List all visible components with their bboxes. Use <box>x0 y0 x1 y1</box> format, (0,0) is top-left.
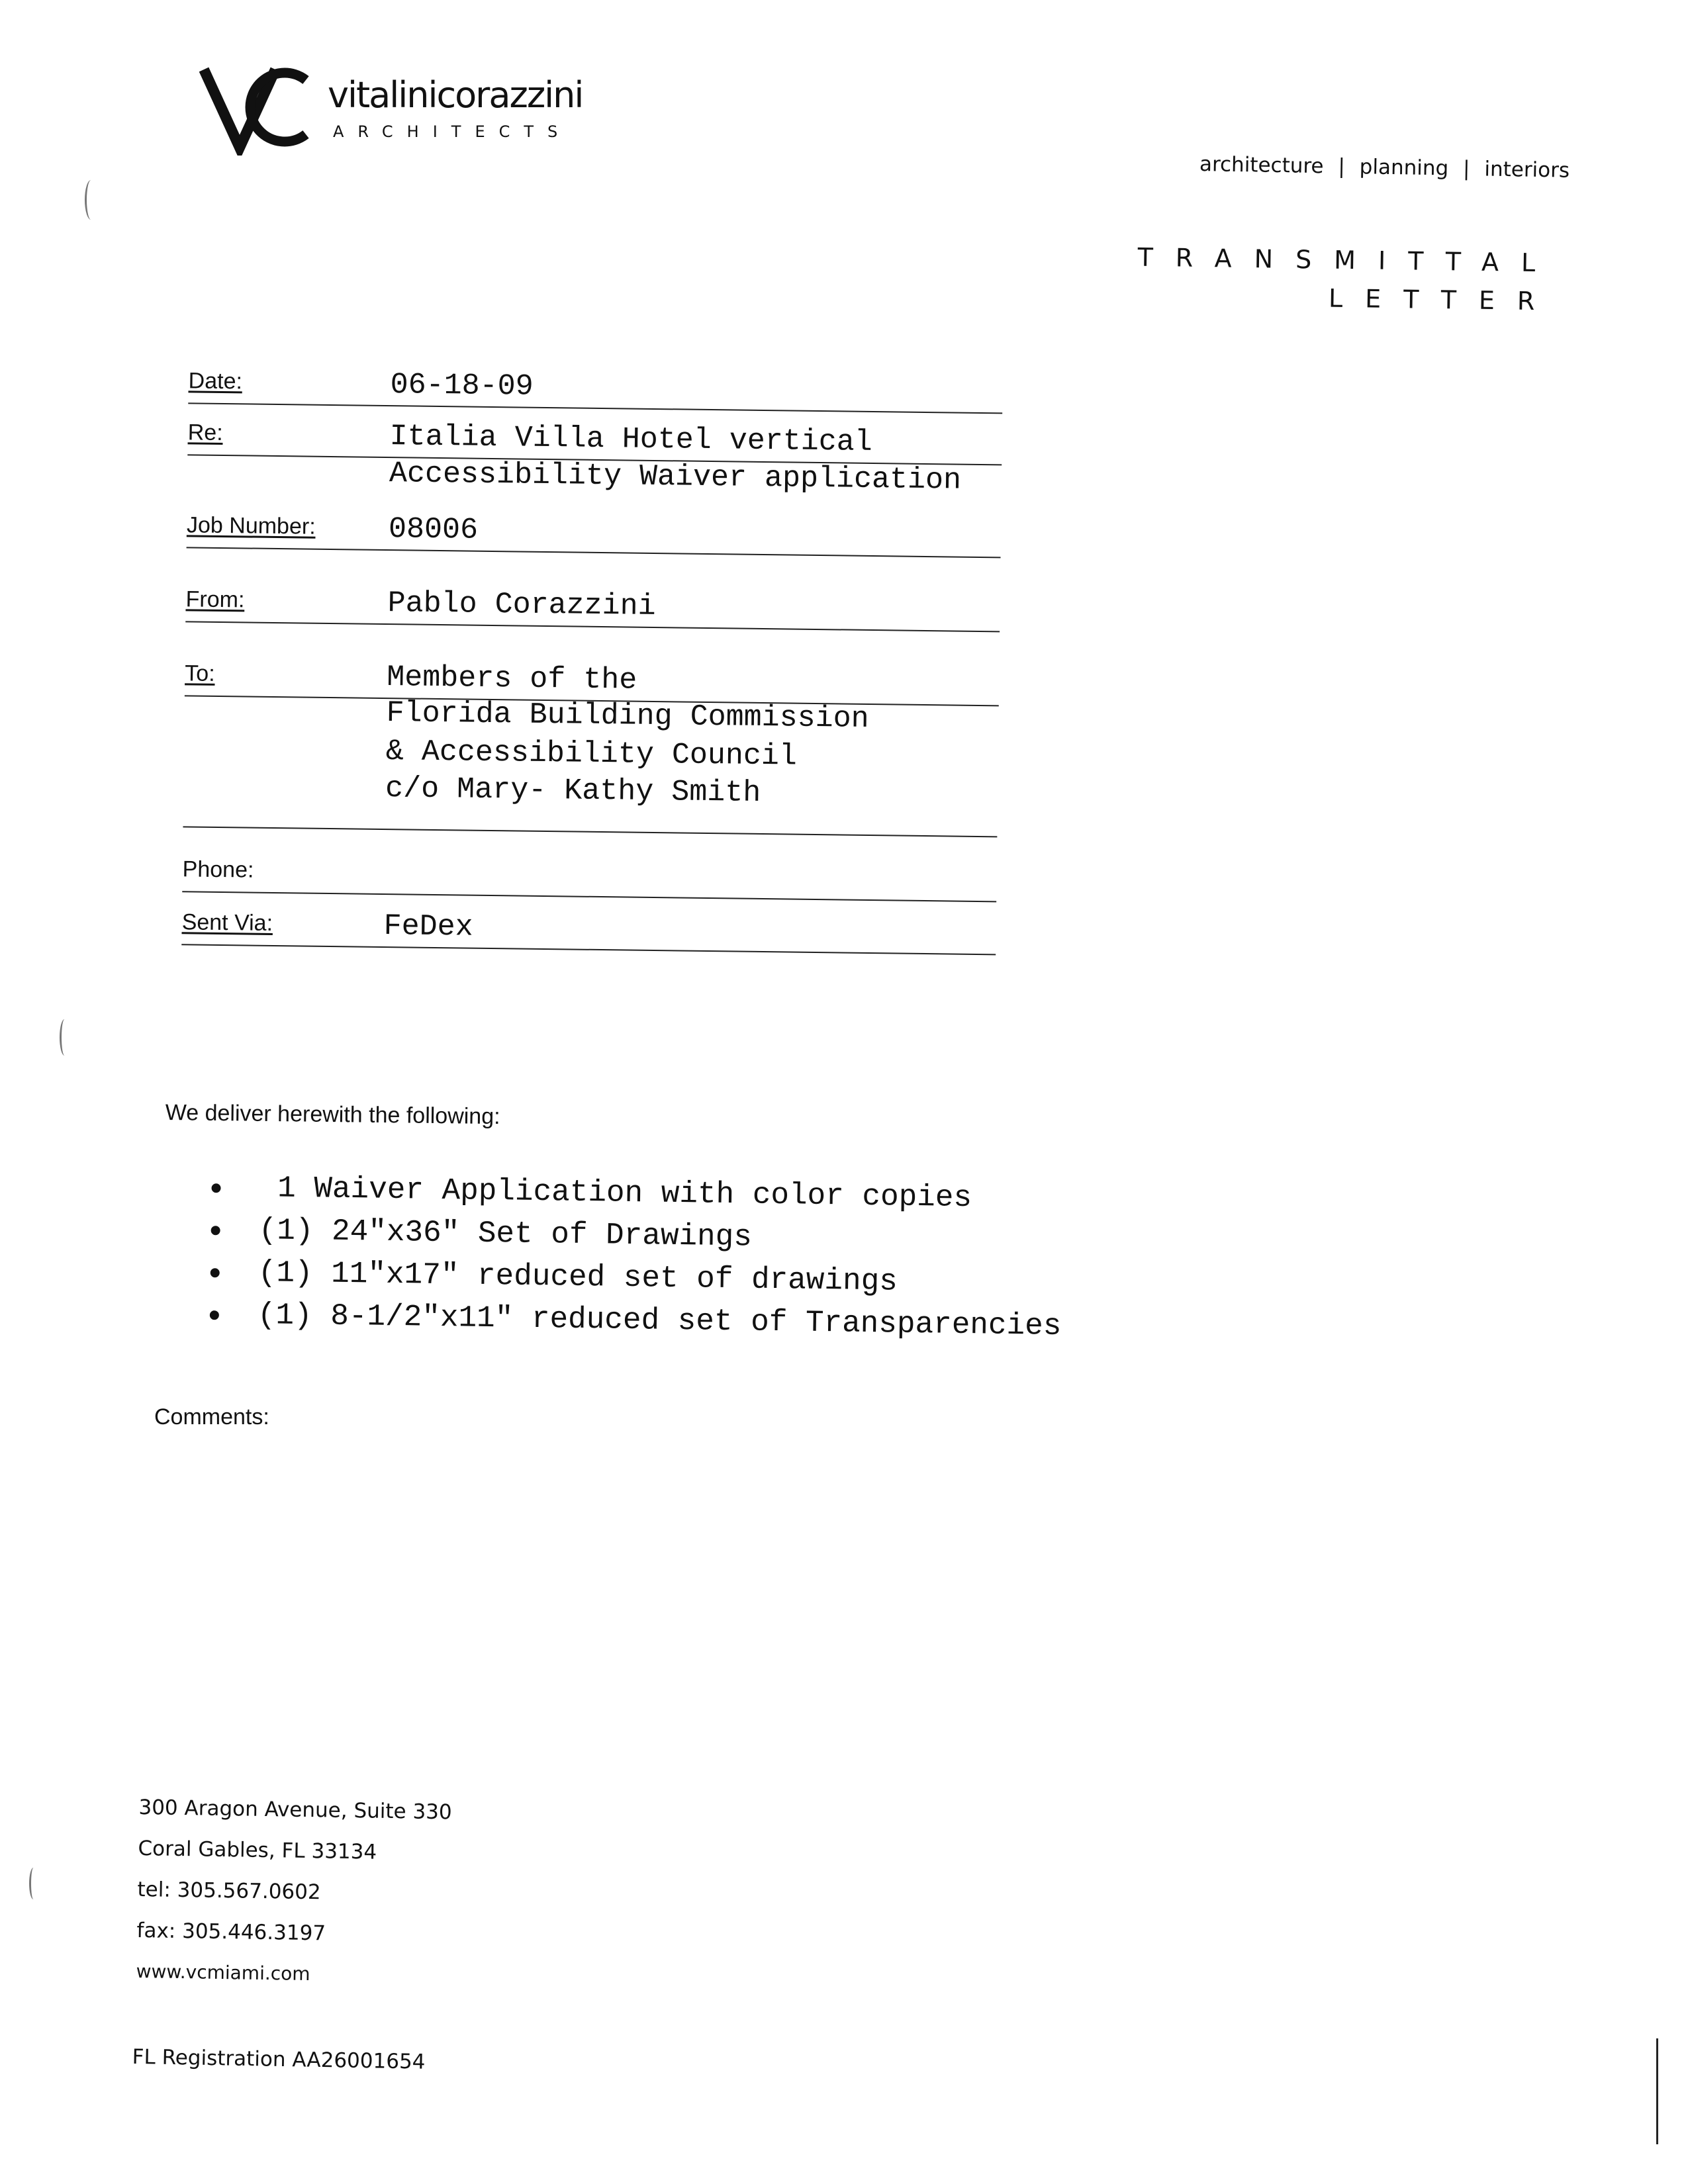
job-number-value: 08006 <box>388 512 479 547</box>
document-heading <box>1137 238 1558 320</box>
separator: | <box>1338 154 1346 179</box>
from-label: From: <box>185 586 245 613</box>
list-item-text: (1) 24"x36" Set of Drawings <box>258 1213 753 1255</box>
date-value: 06-18-09 <box>390 368 534 404</box>
to-label: To: <box>185 660 215 686</box>
logo-subtitle: ARCHITECTS <box>333 122 572 141</box>
service-planning: planning <box>1359 155 1449 181</box>
delivery-intro: We deliver herewith the following: <box>165 1100 500 1130</box>
delivery-list <box>204 1166 1063 1347</box>
address-website: www.vcmiami.com <box>136 1960 310 1985</box>
vc-logo-mark <box>199 63 324 156</box>
re-value-line-1: Italia Villa Hotel vertical <box>389 420 873 459</box>
address-city: Coral Gables, FL 33134 <box>138 1836 377 1864</box>
to-value-line-1: Members of the <box>386 660 637 698</box>
company-logo <box>199 63 622 156</box>
comments-label: Comments: <box>154 1404 269 1430</box>
sent-via-value: FeDex <box>383 909 473 944</box>
bullet-icon <box>211 1183 220 1193</box>
separator: | <box>1462 156 1470 181</box>
scan-mark <box>85 180 97 220</box>
services-line <box>1199 152 1570 183</box>
date-label: Date: <box>188 368 243 394</box>
sent-via-rule <box>181 944 996 955</box>
re-label: Re: <box>187 420 223 446</box>
bullet-icon <box>210 1310 219 1320</box>
from-value: Pablo Corazzini <box>387 586 656 624</box>
bullet-icon <box>211 1268 220 1277</box>
list-item-text: (1) 11"x17" reduced set of drawings <box>258 1255 898 1299</box>
to-value-line-3: & Accessibility Council <box>385 735 798 774</box>
job-number-label: Job Number: <box>186 512 316 539</box>
to-value-line-2: Florida Building Commission <box>386 696 869 736</box>
heading-line-1: TRANSMITTAL <box>1137 242 1558 278</box>
scan-edge-line <box>1656 2038 1658 2144</box>
scan-mark <box>29 1868 38 1899</box>
logo-name: vitalinicorazzini <box>328 74 583 116</box>
service-interiors: interiors <box>1484 157 1570 183</box>
list-item-text: (1) 8-1/2"x11" reduced set of Transparencies <box>257 1298 1062 1344</box>
to-continuation <box>164 696 1025 825</box>
scan-mark <box>60 1019 70 1056</box>
company-address <box>136 1787 452 1997</box>
address-fax: fax: 305.446.3197 <box>136 1918 326 1946</box>
bullet-icon <box>211 1226 220 1235</box>
to-value-line-4: c/o Mary- Kathy Smith <box>385 772 761 810</box>
transmittal-form <box>162 364 1029 956</box>
sent-via-label: Sent Via: <box>181 909 273 936</box>
heading-line-2: LETTER <box>1329 283 1558 316</box>
registration-number: FL Registration AA26001654 <box>132 2045 426 2074</box>
phone-label: Phone: <box>182 856 254 883</box>
re-value-line-2: Accessibility Waiver application <box>389 457 962 498</box>
list-item-text: 1 Waiver Application with color copies <box>259 1171 972 1216</box>
service-architecture: architecture <box>1199 152 1324 179</box>
address-tel: tel: 305.567.0602 <box>137 1877 321 1905</box>
address-street: 300 Aragon Avenue, Suite 330 <box>138 1795 452 1825</box>
